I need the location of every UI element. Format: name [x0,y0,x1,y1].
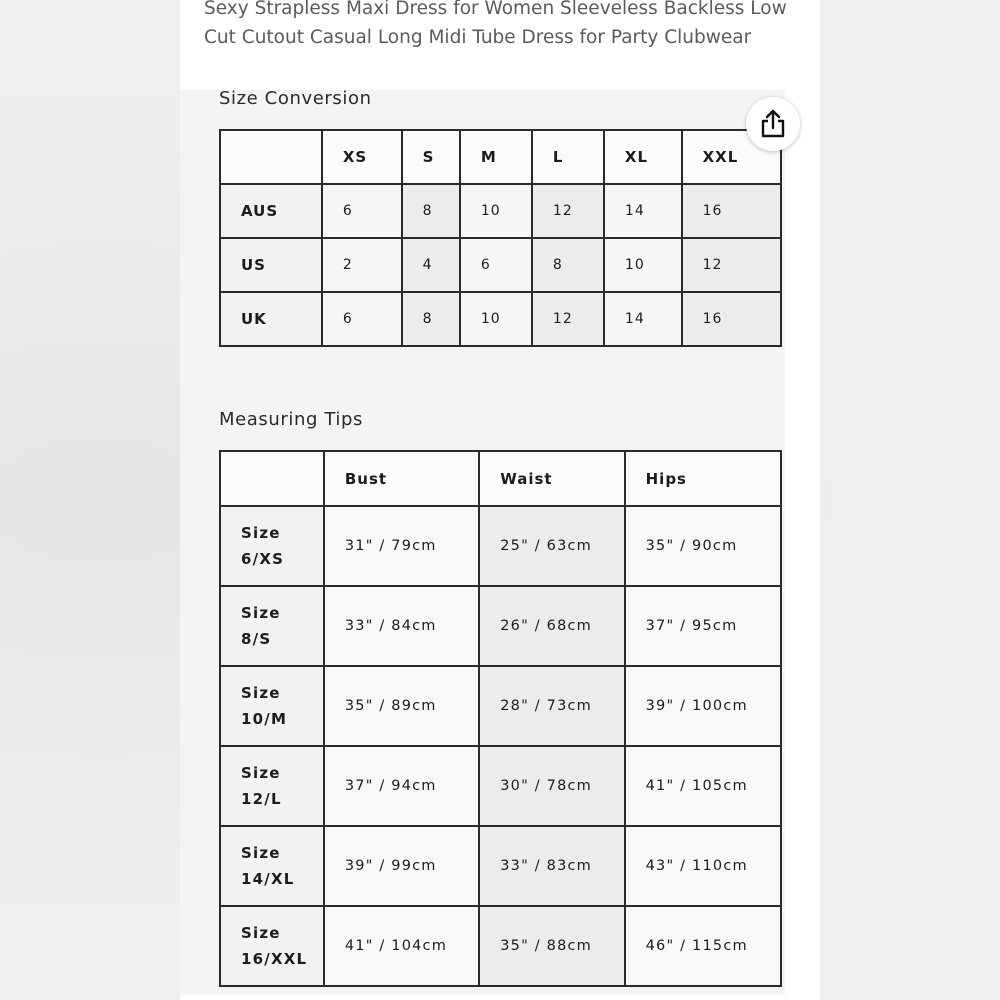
table-cell: 35" / 90cm [625,506,781,586]
size-label: Size [241,604,281,622]
column-header: XS [322,130,402,184]
size-code: 6/XS [241,550,285,568]
column-header: Bust [324,451,479,506]
table-cell: 16 [682,292,781,346]
size-code: 12/L [241,790,282,808]
table-cell: 46" / 115cm [625,906,781,986]
product-title: Sexy Strapless Maxi Dress for Women Sleeveless Backless Low Cut Cutout Casual Long Midi Tube Dress for Party Clubwear [204,0,787,48]
table-cell: 6 [322,292,402,346]
table-row [220,586,781,666]
size-label: Size [241,924,281,942]
table-row [220,826,781,906]
table-cell: 26" / 68cm [479,586,624,666]
table-cell: 41" / 105cm [625,746,781,826]
table-cell: 12 [532,292,604,346]
table-cell: 25" / 63cm [479,506,624,586]
row-header [220,826,324,906]
size-code: 14/XL [241,870,295,888]
table-cell: 10 [460,184,532,238]
table-cell: 6 [322,184,402,238]
column-header: Waist [479,451,624,506]
table-cell: 8 [532,238,604,292]
row-header: AUS [220,184,322,238]
column-header: XL [604,130,682,184]
size-code: 8/S [241,630,272,648]
table-cell: 16 [682,184,781,238]
table-cell: 33" / 83cm [479,826,624,906]
column-header: S [402,130,460,184]
size-label: Size [241,764,281,782]
column-header: Hips [625,451,781,506]
table-cell: 6 [460,238,532,292]
table-row [220,506,781,586]
table-cell: 14 [604,184,682,238]
size-label: Size [241,684,281,702]
table-row [220,184,781,238]
table-row [220,666,781,746]
table-row [220,906,781,986]
table-cell: 43" / 110cm [625,826,781,906]
table-cell: 8 [402,184,460,238]
size-conversion-title: Size Conversion [219,88,372,109]
measuring-tips-table [219,450,782,987]
table-cell: 30" / 78cm [479,746,624,826]
table-cell: 39" / 100cm [625,666,781,746]
table-cell: 4 [402,238,460,292]
row-header [220,906,324,986]
table-cell: 8 [402,292,460,346]
table-cell: 35" / 89cm [324,666,479,746]
column-header: M [460,130,532,184]
column-header: L [532,130,604,184]
row-header [220,746,324,826]
table-cell: 31" / 79cm [324,506,479,586]
share-button[interactable] [746,97,800,151]
table-row [220,238,781,292]
size-code: 16/XXL [241,950,308,968]
column-header: XXL [682,130,781,184]
row-header [220,586,324,666]
table-cell: 14 [604,292,682,346]
size-conversion-table [219,129,782,347]
size-label: Size [241,844,281,862]
table-corner [220,130,322,184]
table-cell: 37" / 94cm [324,746,479,826]
measuring-tips-title: Measuring Tips [219,409,364,430]
table-row [220,292,781,346]
row-header [220,666,324,746]
table-row [220,746,781,826]
size-code: 10/M [241,710,288,728]
row-header: UK [220,292,322,346]
size-label: Size [241,524,281,542]
table-cell: 37" / 95cm [625,586,781,666]
row-header [220,506,324,586]
table-cell: 10 [604,238,682,292]
table-cell: 12 [532,184,604,238]
row-header: US [220,238,322,292]
table-corner [220,451,324,506]
table-cell: 10 [460,292,532,346]
table-cell: 33" / 84cm [324,586,479,666]
table-cell: 12 [682,238,781,292]
table-cell: 35" / 88cm [479,906,624,986]
table-cell: 41" / 104cm [324,906,479,986]
table-cell: 39" / 99cm [324,826,479,906]
share-icon [759,109,787,139]
table-cell: 28" / 73cm [479,666,624,746]
table-cell: 2 [322,238,402,292]
